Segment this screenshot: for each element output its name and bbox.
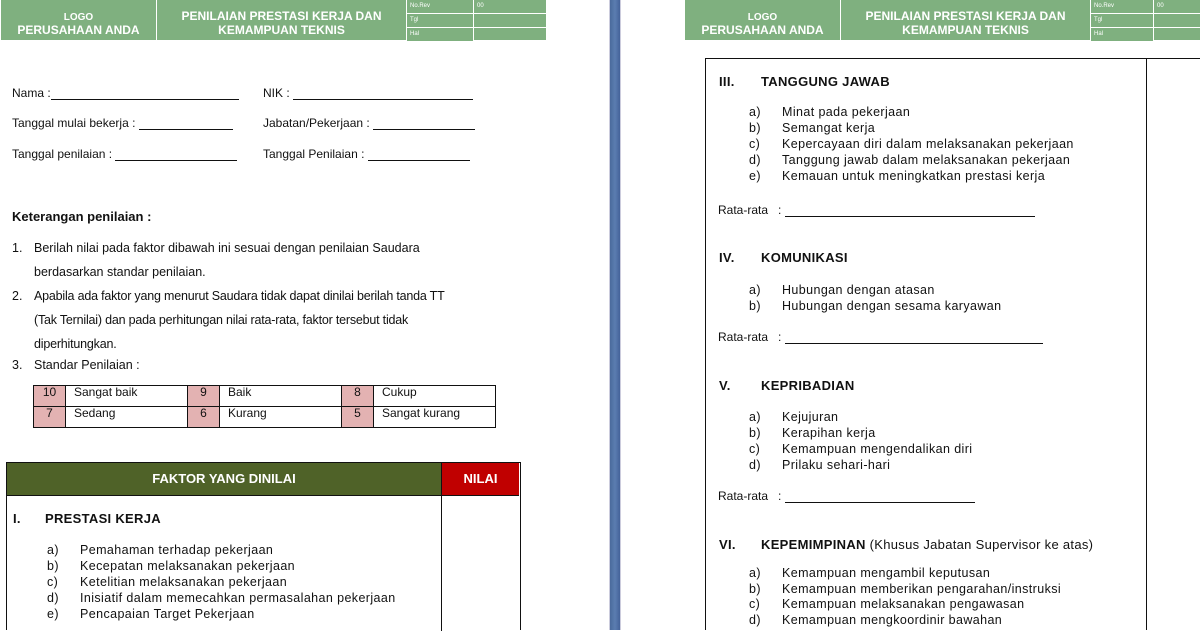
list-item: [749, 168, 1074, 184]
average-field[interactable]: [718, 203, 1035, 217]
item-list: [749, 282, 1002, 314]
item-key: b): [749, 426, 761, 440]
notes-list: [12, 236, 517, 374]
item-text: Ketelitian melaksanakan pekerjaan: [80, 575, 288, 589]
score-label: Baik: [220, 386, 342, 407]
item-text: Pemahaman terhadap pekerjaan: [80, 543, 274, 557]
list-item: [47, 574, 396, 590]
average-field[interactable]: [718, 330, 1043, 344]
section-label: TANGGUNG JAWAB: [761, 74, 890, 89]
item-key: c): [47, 575, 59, 589]
note-item: [12, 356, 517, 374]
section-title: [719, 378, 855, 393]
item-text: Inisiatif dalam memecahkan permasalahan pekerjaan: [80, 591, 396, 605]
list-item: [749, 425, 972, 441]
item-list: [749, 104, 1074, 184]
list-item: [47, 558, 396, 574]
position-label: Jabatan/Pekerjaan :: [263, 116, 370, 130]
score-label: Sangat kurang: [374, 407, 496, 428]
item-list: [749, 409, 972, 473]
item-key: e): [47, 607, 59, 621]
nama-field[interactable]: [12, 86, 239, 100]
nik-label: NIK :: [263, 86, 290, 100]
score: 6: [188, 407, 220, 428]
section-number: IV.: [719, 250, 735, 265]
list-item: [47, 606, 396, 622]
item-list: [749, 566, 1061, 628]
section-title: [719, 537, 1093, 552]
score-header: NILAI: [441, 463, 519, 495]
column-divider: [441, 463, 442, 631]
score-label: Cukup: [374, 386, 496, 407]
item-key: c): [749, 442, 761, 456]
section-title: [13, 511, 161, 526]
page-label: Hal: [407, 28, 473, 41]
title-line1: PENILAIAN PRESTASI KERJA DAN: [181, 9, 382, 23]
date-value: [474, 14, 546, 27]
item-key: a): [749, 566, 761, 580]
list-item: [749, 566, 1061, 582]
note-item: [12, 284, 517, 356]
item-key: a): [749, 410, 761, 424]
score: 7: [34, 407, 66, 428]
company-name: PERUSAHAAN ANDA: [701, 23, 824, 37]
form-title: [841, 0, 1090, 40]
item-text: Kemampuan mengambil keputusan: [782, 566, 991, 580]
standard-table: [33, 385, 496, 428]
item-text: Kerapihan kerja: [782, 426, 876, 440]
average-label: Rata-rata :: [718, 489, 782, 503]
item-key: e): [749, 169, 761, 183]
item-key: b): [749, 299, 761, 313]
page-value: [1154, 28, 1200, 41]
keterangan-title: Keterangan penilaian :: [12, 209, 152, 224]
page-separator: [609, 0, 621, 630]
date-label: Tgl: [1091, 14, 1153, 27]
logo-text: LOGO: [747, 12, 778, 23]
item-text: Kemauan untuk meningkatkan prestasi kerja: [782, 169, 1046, 183]
score: 10: [34, 386, 66, 407]
list-item: [749, 282, 1002, 298]
rev-label: No.Rev: [407, 0, 473, 13]
note-number: 2.: [12, 289, 23, 303]
assessment-table: [6, 462, 521, 630]
item-text: Prilaku sehari-hari: [782, 458, 891, 472]
item-key: c): [749, 597, 761, 611]
page-value: [474, 28, 546, 41]
section-label: KOMUNIKASI: [761, 250, 848, 265]
score: 5: [342, 407, 374, 428]
item-text: Kemampuan memberikan pengarahan/instruksi: [782, 581, 1062, 596]
company-name: PERUSAHAAN ANDA: [17, 23, 140, 37]
list-item: [749, 409, 972, 425]
factor-header: FAKTOR YANG DINILAI: [7, 463, 441, 495]
form-header: [1, 0, 547, 40]
average-field[interactable]: [718, 489, 975, 503]
average-label: Rata-rata :: [718, 330, 782, 344]
list-item: [749, 152, 1074, 168]
item-text: Kejujuran: [782, 410, 839, 424]
assessment-date2-field[interactable]: [263, 147, 470, 161]
start-date-label: Tanggal mulai bekerja :: [12, 116, 136, 130]
list-item: [749, 104, 1074, 120]
title-line1: PENILAIAN PRESTASI KERJA DAN: [865, 9, 1066, 23]
list-item: [47, 590, 396, 606]
item-text: Pencapaian Target Pekerjaan: [80, 607, 255, 621]
company-logo: [685, 0, 840, 40]
list-item: [749, 120, 1074, 136]
column-divider: [1146, 58, 1147, 630]
score: 8: [342, 386, 374, 407]
form-title: [157, 0, 406, 40]
title-line2: KEMAMPUAN TEKNIS: [218, 23, 345, 37]
section-number: III.: [719, 74, 735, 89]
note-number: 1.: [12, 241, 23, 255]
item-list: [47, 542, 396, 622]
list-item: [749, 298, 1002, 314]
position-field[interactable]: [263, 116, 475, 130]
item-key: a): [749, 283, 761, 297]
list-item: [749, 613, 1061, 629]
note-line: diperhitungkan.: [34, 337, 117, 351]
item-text: Hubungan dengan sesama karyawan: [782, 299, 1002, 313]
note-item: [12, 236, 517, 284]
list-item: [749, 136, 1074, 152]
header-rule: [7, 495, 519, 496]
note-line: Berilah nilai pada faktor dibawah ini sesuai dengan penilaian Saudara: [34, 241, 420, 255]
start-date-field[interactable]: [12, 116, 233, 130]
section-label: KEPEMIMPINAN: [761, 537, 866, 552]
list-item: [749, 441, 972, 457]
section-note: (Khusus Jabatan Supervisor ke atas): [869, 537, 1094, 552]
item-text: Kecepatan melaksanakan pekerjaan: [80, 559, 296, 573]
item-key: a): [47, 543, 59, 557]
item-text: Kemampuan mengkoordinir bawahan: [782, 612, 1003, 627]
score-label: Kurang: [220, 407, 342, 428]
item-text: Tanggung jawab dalam melaksanakan pekerjaan: [782, 153, 1071, 167]
item-text: Minat pada pekerjaan: [782, 105, 911, 119]
item-key: b): [749, 581, 761, 596]
item-key: b): [749, 121, 761, 135]
section-label: KEPRIBADIAN: [761, 378, 855, 393]
assessment-date-label: Tanggal penilaian :: [12, 147, 113, 161]
item-key: a): [749, 105, 761, 119]
list-item: [749, 457, 972, 473]
item-text: Semangat kerja: [782, 121, 876, 135]
section-title: [719, 74, 890, 89]
note-line: Standar Penilaian :: [34, 358, 140, 372]
rev-value: 00: [474, 0, 546, 13]
form-header: [685, 0, 1200, 40]
item-text: Kepercayaan diri dalam melaksanakan pekerjaan: [782, 137, 1074, 151]
date-value: [1154, 14, 1200, 27]
title-line2: KEMAMPUAN TEKNIS: [902, 23, 1029, 37]
score-label: Sangat baik: [66, 386, 188, 407]
list-item: [749, 582, 1061, 598]
nama-label: Nama :: [12, 86, 51, 100]
assessment-date-field[interactable]: [12, 147, 237, 161]
note-line: berdasarkan standar penilaian.: [34, 265, 206, 279]
score-label: Sedang: [66, 407, 188, 428]
item-text: Kemampuan mengendalikan diri: [782, 442, 973, 456]
item-key: c): [749, 137, 761, 151]
list-item: [749, 597, 1061, 613]
item-key: d): [749, 612, 761, 627]
company-logo: [1, 0, 156, 40]
average-label: Rata-rata :: [718, 203, 782, 217]
item-text: Hubungan dengan atasan: [782, 283, 935, 297]
item-key: d): [749, 458, 761, 472]
section-label: PRESTASI KERJA: [45, 511, 161, 526]
document-page-2: [621, 0, 1200, 630]
item-text: Kemampuan melaksanakan pengawasan: [782, 597, 1025, 611]
item-key: b): [47, 559, 59, 573]
note-line: (Tak Ternilai) dan pada perhitungan nilai rata-rata, faktor tersebut tidak: [34, 313, 409, 327]
list-item: [47, 542, 396, 558]
section-number: VI.: [719, 537, 736, 552]
item-key: d): [47, 591, 59, 605]
section-number: I.: [13, 511, 21, 526]
note-line: Apabila ada faktor yang menurut Saudara tidak dapat dinilai berilah tanda TT: [34, 289, 445, 303]
rev-value: 00: [1154, 0, 1200, 13]
assessment-date2-label: Tanggal Penilaian :: [263, 147, 365, 161]
section-title: [719, 250, 848, 265]
item-key: d): [749, 153, 761, 167]
score: 9: [188, 386, 220, 407]
date-label: Tgl: [407, 14, 473, 27]
nik-field[interactable]: [263, 86, 473, 100]
page-label: Hal: [1091, 28, 1153, 41]
section-number: V.: [719, 378, 731, 393]
rev-label: No.Rev: [1091, 0, 1153, 13]
note-number: 3.: [12, 358, 23, 372]
logo-text: LOGO: [63, 12, 94, 23]
